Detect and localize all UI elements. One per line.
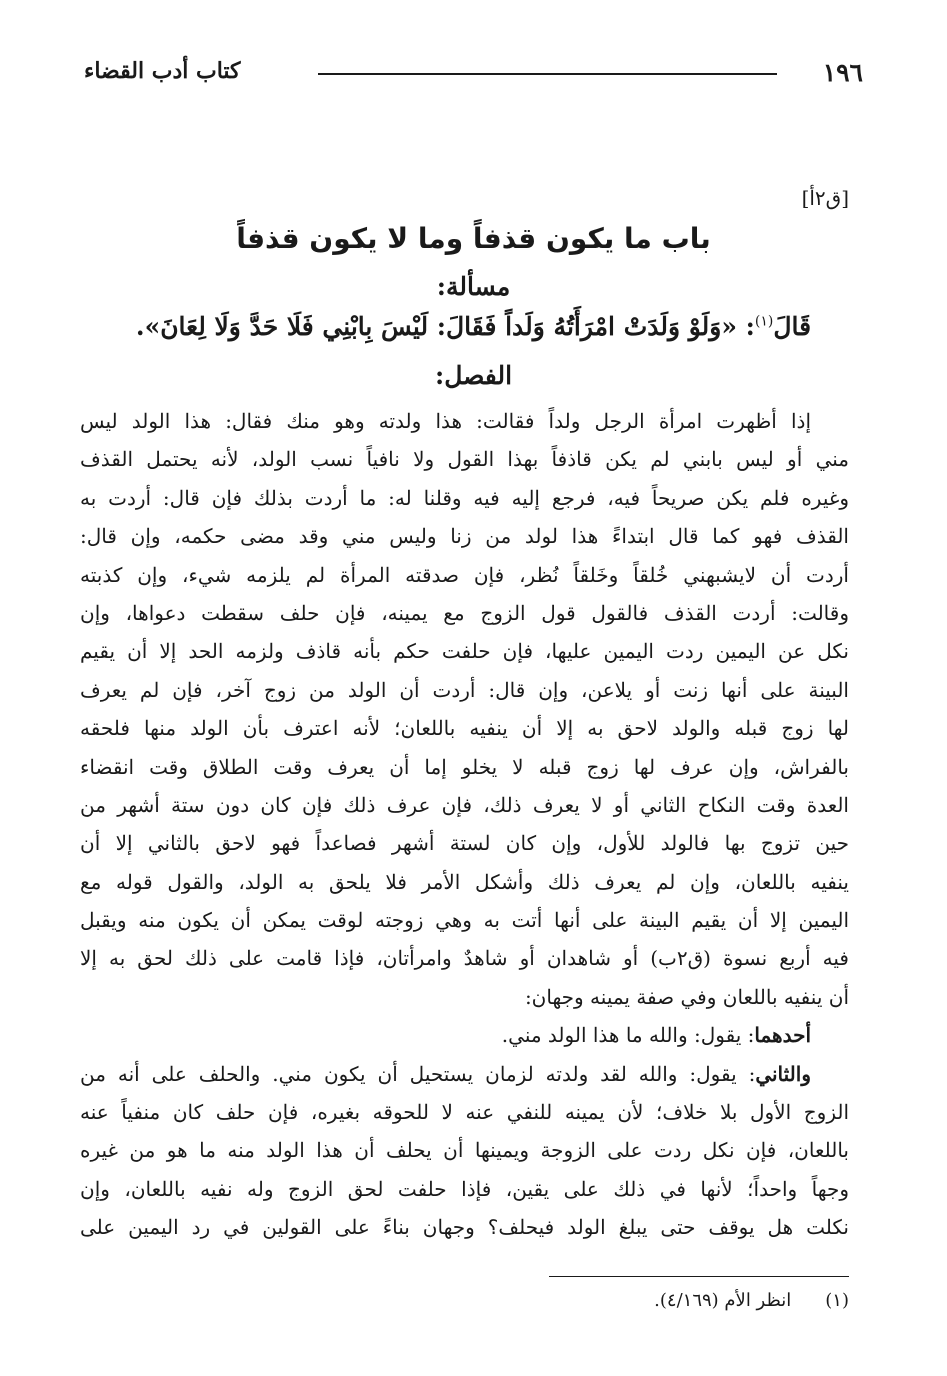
text-line: أن ينفيه باللعان وفي صفة يمينه وجهان: (524, 984, 849, 1009)
text-line: مني أو ليس بابني لم يكن قاذفاً بهذا القول ولا نافياً نسب الولد، لأنه يحتمل القذف (80, 447, 849, 472)
second-view-label: والثاني (755, 1061, 811, 1086)
text-line: بالفراش، وإن عرف لها زوج قبله لا يخلو إما أن يعرف وقت الطلاق وقت انقضاء (80, 754, 849, 779)
chapter-title: باب ما يكون قذفاً وما لا يكون قذفاً (236, 222, 711, 255)
footnote (78, 1290, 849, 1311)
second-view-line (80, 1055, 849, 1093)
text-line: وغيره فلم يكن صريحاً فيه، فرجع إليه فيه وقلنا له: ما أردت بذلك فإن قال: أردت به (80, 485, 849, 510)
text-line: ينفيه باللعان، وإن لم يعرف ذلك وأشكل الأمر فلا يلحق به الولد، والقول قوله مع (80, 869, 849, 894)
text-line: وقالت: أردت القذف فالقول قول الزوج مع يمينه، فإن حلف سقطت دعواها، وإن (80, 600, 849, 625)
text-line: القذف فهو كما قال ابتداءً هذا لولد من زنا وليس مني وقد مضى حكمه، وإن قال: (80, 524, 849, 549)
footnote-ref: (١) (754, 313, 774, 330)
text-line: وجهاً واحداً؛ لأنها في ذلك على يقين، فإذا حلفت لحق الزوج وله نفيه باللعان، وإن (80, 1176, 849, 1201)
book-title: كتاب أدب القضاء (84, 58, 241, 84)
text-line: البينة على أنها زنت أو يلاعن، وإن قال: أردت أن الولد من زوج آخر، فإن لم يعرف (80, 677, 849, 702)
quoted-text (78, 312, 869, 341)
text-line: اليمين إلا أن يقيم البينة على أنها أتت به وهي زوجته لوقت يمكن أن يكون منه ويقبل (80, 908, 849, 933)
manuscript-folio-mark: [ق٢أ] (801, 186, 849, 210)
first-view-label: أحدهما (754, 1023, 811, 1048)
masala-heading: مسألة: (436, 272, 511, 301)
footnote-number: (١) (825, 1290, 849, 1311)
quote-body: : «وَلَوْ وَلَدَتْ امْرَأَتُهُ وَلَداً فَقَالَ: لَيْسَ بِابْنِي فَلَا حَدَّ وَلَا لِعَانَ». (135, 312, 755, 341)
text-line: لها زوج قبله والولد لاحق به إلا أن ينفيه باللعان؛ لأنه اعترف بأن الولد منها فلحقه (80, 716, 849, 741)
quote-speaker: قَالَ (773, 312, 812, 341)
text-line: نكل عن اليمين ردت اليمين عليها، فإن حلفت حكم بأنه قاذف ولزمه الحد إلا أن يقيم (80, 639, 849, 664)
text-line: فيه أربع نسوة (ق٢ب) أو شاهدان أو شاهدٌ وامرأتان، فإذا قامت على ذلك لحق به إلا (80, 946, 849, 971)
header-rule (318, 73, 777, 75)
first-view-text: : يقول: والله ما هذا الولد مني. (501, 1023, 755, 1048)
footnote-text: انظر الأم (٤/١٦٩). (654, 1290, 792, 1311)
first-view-line (80, 1016, 849, 1054)
footnote-separator (549, 1276, 849, 1277)
text-line: باللعان، فإن نكل ردت على الزوجة ويمينها أن يحلف أن هذا الولد منه ما هو من غيره (80, 1138, 849, 1163)
text-line: الزوج الأول بلا خلاف؛ لأن يمينه للنفي عنه لا للحوقه بغيره، فإن حلف كان منفياً عنه (80, 1100, 849, 1125)
page-number: ١٩٦ (822, 58, 863, 87)
text-line: إذا أظهرت امرأة الرجل ولداً فقالت: هذا ولدته وهو منك فقال: هذا الولد ليس (80, 409, 811, 433)
text-line: حين تزوج بها فالولد للأول، وإن كان لستة أشهر فصاعداً فهو لاحق بالثاني إلا أن (80, 831, 849, 856)
text-line: نكلت هل يوقف حتى يبلغ الولد فيحلف؟ وجهان بناءً على القولين في رد اليمين على (80, 1215, 849, 1240)
text-line: العدة وقت النكاح الثاني أو لا يعرف ذلك، فإن عرف ذلك فإن كان دون ستة أشهر من (80, 792, 849, 817)
body-text (80, 402, 849, 1247)
fasl-heading: الفصل: (434, 361, 513, 390)
running-header (78, 52, 869, 96)
second-view-text: : يقول: والله لقد ولدته لزمان يستحيل أن يكون مني. والحلف على أنه من (80, 1061, 756, 1086)
text-line: أردت أن لايشبهني خُلقاً وخَلقاً نُظر، فإن صدقته المرأة لم يلزمه شيء، وإن كذبته (80, 562, 849, 587)
